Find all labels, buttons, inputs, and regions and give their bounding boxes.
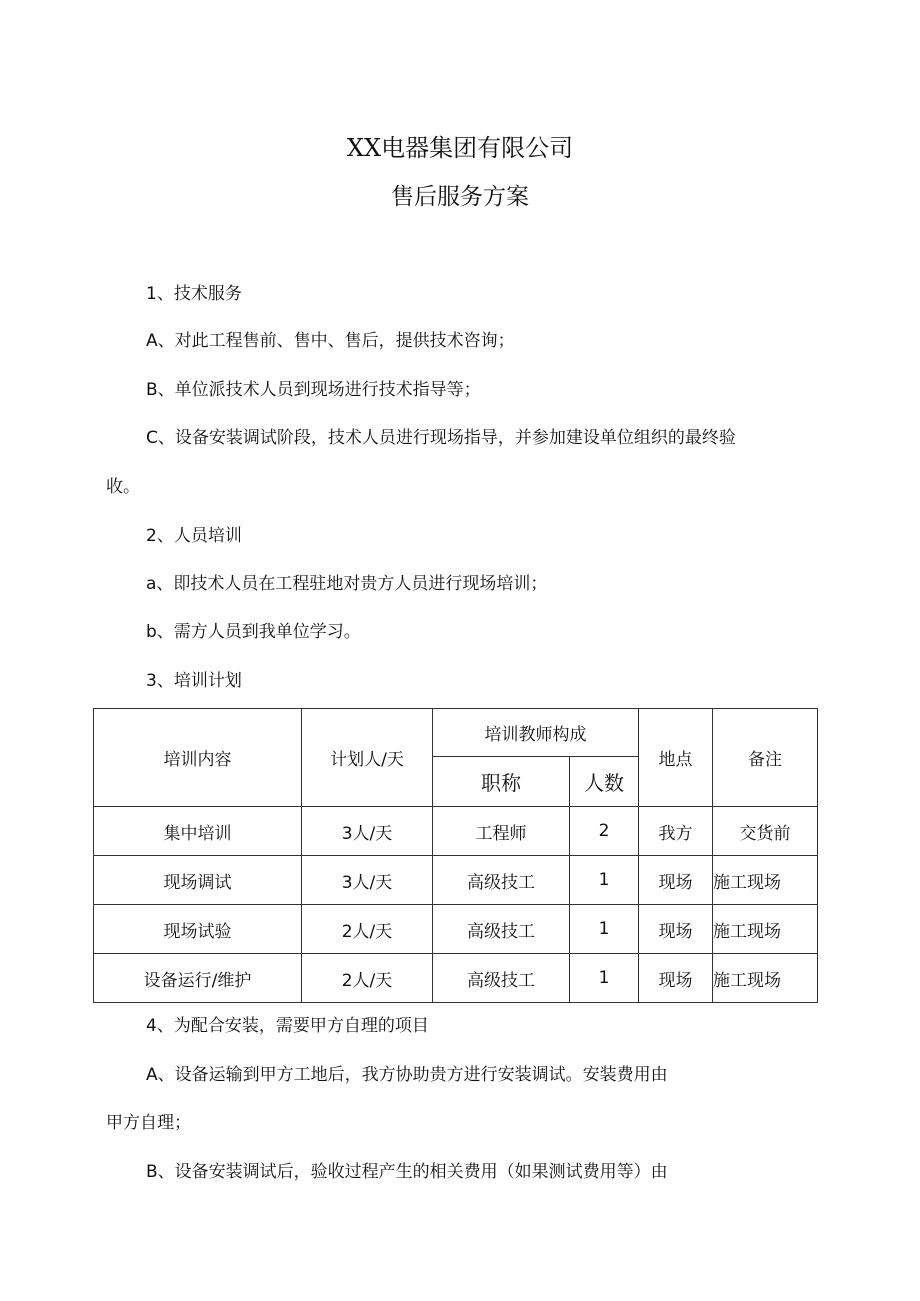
cell-location: 我方	[639, 807, 713, 856]
section-2-heading: 2、人员培训	[146, 526, 242, 546]
section-1-item-a: A、对此工程售前、售中、售后，提供技术咨询；	[146, 331, 515, 351]
header-plan: 计划人/天	[302, 709, 433, 807]
section-2-item-b: b、需方人员到我单位学习。	[146, 622, 361, 642]
cell-content: 现场调试	[94, 856, 302, 905]
cell-title: 高级技工	[433, 856, 570, 905]
cell-title: 工程师	[433, 807, 570, 856]
cell-remarks: 施工现场	[713, 905, 818, 954]
cell-remarks: 施工现场	[713, 954, 818, 1003]
cell-location: 现场	[639, 856, 713, 905]
header-count: 人数	[570, 757, 639, 807]
section-1-item-c: C、设备安装调试阶段，技术人员进行现场指导，并参加建设单位组织的最终验	[146, 428, 736, 448]
header-content: 培训内容	[94, 709, 302, 807]
table-row	[94, 954, 818, 1003]
section-4-heading: 4、为配合安装，需要甲方自理的项目	[146, 1016, 429, 1036]
cell-remarks: 交货前	[713, 807, 818, 856]
cell-title: 高级技工	[433, 954, 570, 1003]
table-row	[94, 905, 818, 954]
cell-content: 集中培训	[94, 807, 302, 856]
cell-plan: 2人/天	[302, 954, 433, 1003]
cell-content: 设备运行/维护	[94, 954, 302, 1003]
section-4-item-b: B、设备安装调试后，验收过程产生的相关费用（如果测试费用等）由	[146, 1162, 668, 1182]
header-remarks: 备注	[713, 709, 818, 807]
section-4-item-a-continued: 甲方自理；	[106, 1113, 191, 1133]
header-teachers: 培训教师构成	[433, 709, 639, 757]
cell-count: 1	[570, 856, 639, 905]
cell-plan: 3人/天	[302, 856, 433, 905]
section-1-heading: 1、技术服务	[146, 284, 242, 304]
cell-count: 2	[570, 807, 639, 856]
cell-content: 现场试验	[94, 905, 302, 954]
cell-count: 1	[570, 905, 639, 954]
training-plan-table	[93, 708, 818, 1003]
header-location: 地点	[639, 709, 713, 807]
cell-title: 高级技工	[433, 905, 570, 954]
section-1-item-b: B、单位派技术人员到现场进行技术指导等；	[146, 380, 481, 400]
section-1-item-c-continued: 收。	[106, 477, 140, 497]
table-row	[94, 807, 818, 856]
section-3-heading: 3、培训计划	[146, 671, 242, 691]
section-4-item-a: A、设备运输到甲方工地后，我方协助贵方进行安装调试。安装费用由	[146, 1065, 668, 1085]
table-header-row	[94, 709, 818, 757]
cell-remarks: 施工现场	[713, 856, 818, 905]
document-subtitle: 售后服务方案	[391, 184, 529, 210]
cell-location: 现场	[639, 954, 713, 1003]
cell-count: 1	[570, 954, 639, 1003]
header-title: 职称	[433, 757, 570, 807]
cell-plan: 3人/天	[302, 807, 433, 856]
cell-location: 现场	[639, 905, 713, 954]
table-row	[94, 856, 818, 905]
company-title: XX电器集团有限公司	[346, 134, 574, 162]
cell-plan: 2人/天	[302, 905, 433, 954]
section-2-item-a: a、即技术人员在工程驻地对贵方人员进行现场培训；	[146, 574, 548, 594]
